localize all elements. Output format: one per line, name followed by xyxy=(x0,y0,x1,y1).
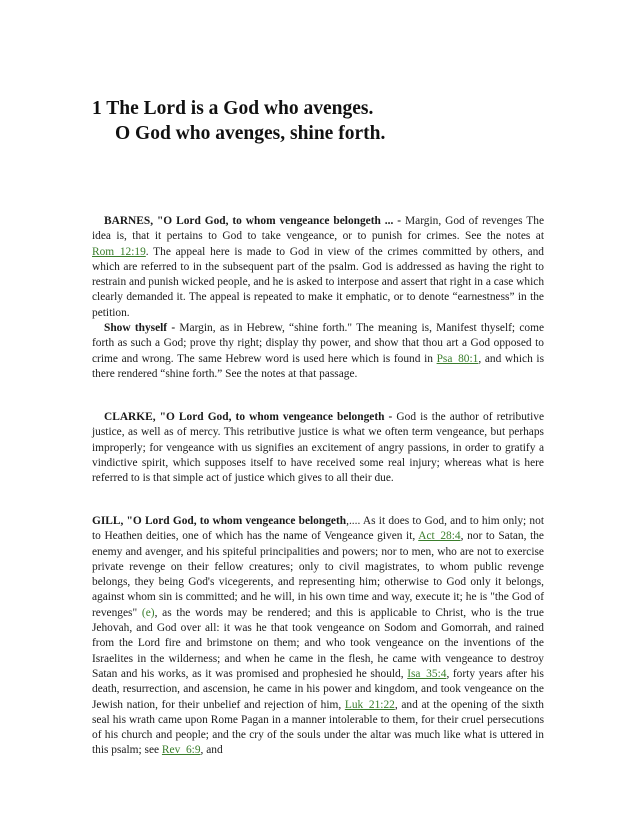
barnes-commentary xyxy=(92,214,544,382)
verse-line-1: 1 The Lord is a God who avenges. xyxy=(92,98,374,119)
clarke-text-1: God is the author of retributive justice, as well as of mercy. This retributive justice is what we often term vengeance, but perhaps improperly; for vengeance with us signifies an excitement of angry passions, in order to gratify a vindictive spirit, which supposes itself to have received some real injury; whereas what is here referred to is that simple act of justice which gives to all their due. xyxy=(92,411,545,485)
gill-text-3: , as the words may be rendered; and this is applicable to Christ, who is the true Jehovah, and God over all: it was he that took vengeance on Sodom and Gomorrah, and rained from the Lord fire and brimstone on them; and who took vengeance on the inventions of the Israelites in the wilderness; and when he came in the flesh, he came with vengeance to destroy Satan and his works, as it was promised and prophesied he should, xyxy=(92,606,544,680)
gill-commentary xyxy=(92,514,544,759)
barnes-text-2: . The appeal here is made to God in view of the crimes committed by others, and which are referred to in the subsequent part of the psalm. God is addressed as having the right to restrain and punish wicked people, and he is asked to interpose and assert that right in a case which clearly demanded it. The appeal is repeated to make it emphatic, or to denote “earnestness” in the petition. xyxy=(92,245,545,319)
barnes-lead: BARNES, "O Lord God, to whom vengeance belongeth ... - xyxy=(104,215,402,227)
barnes-text-1: Margin, God of revenges The idea is, that it pertains to God to take vengeance, or to punish for crimes. See the notes at xyxy=(92,215,545,243)
gill-ref-act[interactable]: Act_28:4 xyxy=(418,530,461,543)
barnes-block xyxy=(92,215,544,380)
gill-text-4: , forty years after his death, resurrection, and ascension, he came in his power and kingdom, and took vengeance on the Jewish nation, for their unbelief and rejection of him, xyxy=(92,667,544,711)
gill-text-2: , nor to Satan, the enemy and avenger, and his spiteful principalities and powers; nor to men, who are not to exercise private revenge on their fellow creatures; only to civil magistrates, to whom public revenge belongs, they being God's vicegerents, and representing him; otherwise to God only it belongs, against whom sin is committed; and he will, in his own time and way, execute it; he is "the God of revenges" xyxy=(92,530,544,619)
gill-text-6: , and xyxy=(200,744,223,757)
clarke-commentary xyxy=(92,410,544,486)
gill-footnote-marker: (e) xyxy=(141,606,155,619)
gill-ref-rev[interactable]: Rev_6:9 xyxy=(161,744,201,757)
clarke-lead: CLARKE, "O Lord God, to whom vengeance belongeth - xyxy=(104,411,393,423)
verse-heading xyxy=(92,96,544,146)
barnes-ref-rom[interactable]: Rom_12:19 xyxy=(92,245,146,258)
barnes-text-4: , and which is there rendered “shine forth.” See the notes at that passage. xyxy=(92,352,544,380)
gill-ref-luk[interactable]: Luk_21:22 xyxy=(344,698,395,711)
barnes-lead-2: Show thyself - xyxy=(104,322,176,335)
gill-lead: GILL, "O Lord God, to whom vengeance belongeth xyxy=(92,515,347,527)
barnes-text-3: Margin, as in Hebrew, “shine forth." The meaning is, Manifest thyself; come forth as such a God; prove thy right; display thy power, and show that thou art a God opposed to crime and wrong. The same Hebrew word is used here which is found in xyxy=(92,322,544,365)
gill-ref-isa[interactable]: Isa_35:4 xyxy=(407,667,447,680)
verse-line-2: O God who avenges, shine forth. xyxy=(115,123,386,144)
gill-text-1: ,.... As it does to God, and to him only; not to Heathen deities, one of which has the name of Vengeance given it, xyxy=(92,515,544,543)
barnes-ref-psa[interactable]: Psa_80:1 xyxy=(436,352,479,365)
gill-text-5: , and at the opening of the sixth seal his wrath came upon Rome Pagan in a manner intolerable to them, for their cruel persecutions of his church and people; and the cry of the souls under the altar was much like what is uttered in this psalm; see xyxy=(92,698,545,757)
